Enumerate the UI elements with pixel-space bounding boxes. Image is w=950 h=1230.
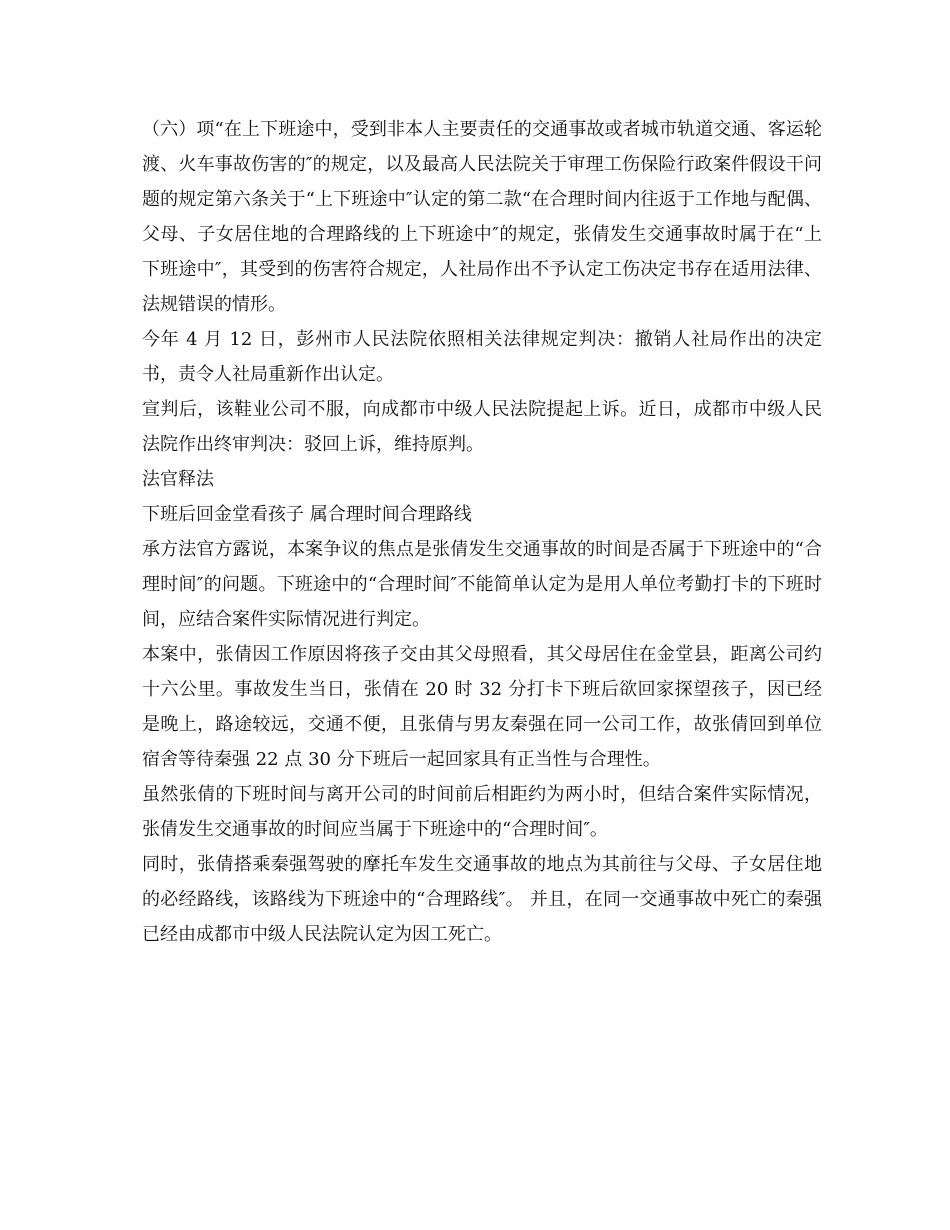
paragraph-appeal: 宣判后，该鞋业公司不服，向成都市中级人民法院提起上诉。近日，成都市中级人民法院作出终审判决：驳回上诉，维持原判。 bbox=[142, 399, 822, 455]
paragraph-judge-explanation: 承方法官方露说，本案争议的焦点是张倩发生交通事故的时间是否属于下班途中的“合理时间″的问题。下班途中的“合理时间″不能简单认定为是用人单位考勤打卡的下班时间，应结合案件实际情况进行判定。 bbox=[142, 539, 822, 630]
paragraph-legal-basis: （六）项“在上下班途中，受到非本人主要责任的交通事故或者城市轨道交通、客运轮渡、火车事故伤害的″的规定，以及最高人民法院关于审理工伤保险行政案件假设干问题的规定第六条关于“上下班途中″认定的第二款“在合理时间内往返于工作地与配偶、父母、子女居住地的合理路线的上下班途中″的规定，张倩发生交通事故时属于在“上下班途中″，其受到的伤害符合规定，人社局作出不予认定工伤决定书存在适用法律、法规错误的情形。 bbox=[142, 119, 822, 315]
paragraph-first-judgment: 今年 4 月 12 日，彭州市人民法院依照相关法律规定判决：撤销人社局作出的决定书，责令人社局重新作出认定。 bbox=[142, 329, 822, 385]
paragraph-case-facts: 本案中，张倩因工作原因将孩子交由其父母照看，其父母居住在金堂县，距离公司约十六公里。事故发生当日，张倩在 20 时 32 分打卡下班后欲回家探望孩子，因已经是晚上，路途较远，交通不便，且张倩与男友秦强在同一公司工作，故张倩回到单位宿舍等待秦强 22 点 30 分下班后一起回家具有正当性与合理性。 bbox=[142, 644, 822, 770]
paragraph-reasonable-time: 虽然张倩的下班时间与离开公司的时间前后相距约为两小时，但结合案件实际情况，张倩发生交通事故的时间应当属于下班途中的“合理时间″。 bbox=[142, 784, 822, 840]
section-heading: 法官释法 bbox=[142, 469, 214, 490]
document-body bbox=[142, 112, 822, 952]
section-subheading: 下班后回金堂看孩子 属合理时间合理路线 bbox=[142, 504, 472, 525]
paragraph-reasonable-route: 同时，张倩搭乘秦强驾驶的摩托车发生交通事故的地点为其前往与父母、子女居住地的必经路线，该路线为下班途中的“合理路线″。 并且，在同一交通事故中死亡的秦强已经由成都市中级人民法院认定为因工死亡。 bbox=[142, 854, 822, 945]
